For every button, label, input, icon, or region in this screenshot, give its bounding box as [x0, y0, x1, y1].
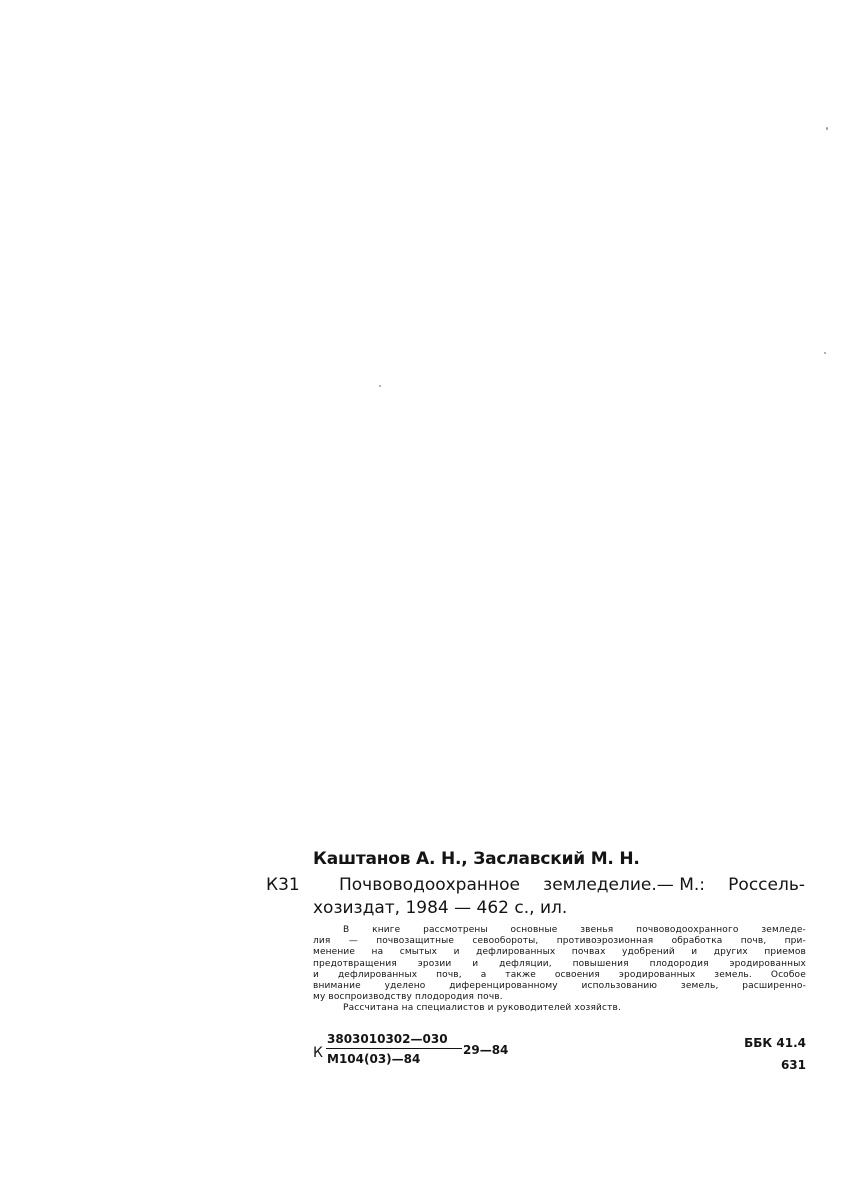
abstract-word: земледе-: [761, 925, 806, 935]
abstract-word: лия: [313, 936, 331, 947]
bbk-number: 631: [780, 1058, 806, 1072]
abstract-line: [313, 936, 806, 947]
scan-speck: [824, 352, 826, 354]
abstract-word: почвозащитные: [376, 936, 455, 947]
abstract-word: В: [343, 925, 350, 935]
abstract-word: противоэрозионная: [556, 936, 654, 947]
abstract-word: обработка: [671, 936, 723, 947]
abstract-word: эродированных: [729, 958, 806, 969]
abstract-word: земель.: [714, 969, 752, 980]
abstract-word: рассмотрены: [423, 925, 488, 935]
abstract-word: Особое: [770, 969, 806, 980]
abstract-word: почвах: [571, 947, 606, 958]
abstract-word: и: [472, 958, 479, 969]
title-word: Почвоводоохранное: [339, 875, 520, 895]
catalog-denominator: М104(03)—84: [327, 1052, 421, 1066]
abstract-word: почв,: [436, 969, 462, 980]
abstract-word: менение: [313, 947, 356, 958]
abstract-line: [313, 981, 806, 992]
bbk-label: ББК 41.4: [744, 1036, 806, 1050]
abstract-line: [313, 925, 806, 936]
abstract-word: звенья: [580, 925, 614, 935]
abstract-word: на: [371, 947, 384, 958]
abstract-word: предотвращения: [313, 958, 397, 969]
abstract-line: му воспроизводству плодородия почв.: [313, 992, 503, 1003]
abstract-word: а: [480, 969, 487, 980]
abstract-line: [313, 970, 806, 981]
abstract-word: эрозии: [417, 958, 452, 969]
abstract-word: основные: [510, 925, 558, 935]
abstract-word: и: [691, 947, 698, 958]
abstract-word: освоения: [554, 969, 600, 980]
index-code: К31: [266, 875, 300, 895]
abstract-word: дефлированных: [476, 947, 556, 958]
bbk-block: [744, 1032, 806, 1076]
abstract-word: и: [313, 969, 319, 980]
abstract-word: других: [713, 947, 748, 958]
abstract-line: [313, 947, 806, 958]
title-line-1: [339, 875, 805, 895]
abstract-line: Рассчитана на специалистов и руководителей хозяйств.: [343, 1003, 621, 1014]
abstract-word: почвоводоохранного: [636, 925, 739, 935]
abstract-word: приемов: [764, 947, 806, 958]
abstract-word: севообороты,: [472, 936, 539, 947]
abstract-word: дефлированных: [337, 969, 418, 980]
scan-speck: [379, 385, 381, 387]
abstract-word: почв,: [740, 936, 767, 947]
abstract: [313, 925, 806, 1015]
abstract-word: и: [453, 947, 460, 958]
abstract-word: эродированных: [618, 969, 696, 980]
catalog-suffix: 29—84: [463, 1043, 509, 1057]
abstract-word: дефляции,: [499, 958, 552, 969]
abstract-word: —: [348, 936, 358, 947]
catalog-formula: [313, 1032, 533, 1072]
abstract-word: смытых: [399, 947, 438, 958]
catalog-numerator: 3803010302—030: [327, 1032, 448, 1046]
abstract-word: также: [505, 969, 536, 980]
title-word: земледелие.— М.:: [543, 875, 705, 895]
fraction-bar: [326, 1048, 462, 1049]
abstract-word: при-: [784, 936, 806, 947]
title-line-2: хозиздат, 1984 — 462 с., ил.: [313, 898, 568, 918]
abstract-word: земель,: [680, 980, 719, 991]
authors: Каштанов А. Н., Заславский М. Н.: [313, 849, 640, 869]
abstract-word: уделено: [384, 980, 426, 991]
scan-speck: [826, 127, 828, 130]
abstract-word: книге: [372, 925, 401, 935]
abstract-word: расширенно-: [742, 980, 806, 991]
title-word: Россель-: [728, 875, 805, 895]
abstract-word: удобрений: [622, 947, 675, 958]
abstract-line: [313, 959, 806, 970]
abstract-word: использованию: [581, 980, 658, 991]
abstract-word: диференцированному: [449, 980, 558, 991]
abstract-word: внимание: [313, 980, 361, 991]
catalog-letter: К: [313, 1045, 323, 1061]
abstract-word: плодородия: [649, 958, 709, 969]
abstract-word: повышения: [572, 958, 629, 969]
